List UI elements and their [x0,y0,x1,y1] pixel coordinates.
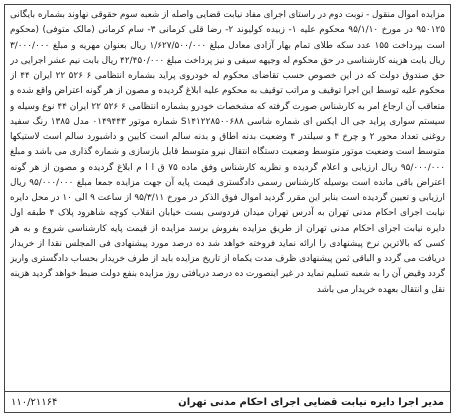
notice-signature: مدیر اجرا دایره نیابت قضایی اجرای احکام مدنی تهران [178,396,444,408]
legal-notice [4,4,451,413]
notice-code: ۱۱۰/۲۱۱۶۴ [11,396,58,408]
notice-body-text: مزایده اموال منقول - نوبت دوم در راستای اجرای مفاد نیابت قضایی واصله از شعبه سوم حقوقی نهاوند بشماره بایگانی ۹۵۰۱۲۵ در مورخ ۹۵/۱/۱۰ محکوم علیه ۱- زبیده کولیوند ۲- رضا قلی کرمانی ۳- سام کرمانی (مالک متوفی) (محکوم است بپرداخت ۱۵۵ عدد سکه طلای تمام بهار آزادی معادل مبلغ ۱/۶۲۷/۵۰۰/۰۰۰ ریال بعنوان مهریه و مبلغ ۳/۰۰۰/۰۰۰ ریال بابت هزینه کارشناسی در حق محکوم له وجیهه سیفی و نیز پرداخت مبلغ ۴۲/۴۵۰/۰۰۰ ریال بابت نیم عشر اجرایی در حق صندوق دولت که در این خصوص حسب تقاضای محکوم له خودروی پراید بشماره انتظامی ۶ ۵۲۶ ۲۲ ایران ۴۴ از محکوم علیه توسط این اجرا توقیف و مراتب توقیف به محکوم علیه ابلاغ گردیده و مصون از هر گونه اعتراض واقع شده و متعاقب آن ارجاع امر به کارشناس صورت گرفته که مشخصات خودرو بشماره انتظامی ۶ ۵۲۶ ۲۲ ایران ۴۴ نوع وسیله و سیستم سواری پراید جی ال ایکس ای شماره شاسی S۱۴۱۲۲۸۵۰۰۶۸۸ شماره موتور ۰۱۴۹۴۴۳ مدل ۱۳۸۵ رنگ سفید روغنی تعداد محور ۲ و چرخ ۴ و سیلندر ۴ وضعیت بدنه اطاق و بدنه سالم است کابین و داشبورد سالم است لاستیکها متوسط است وضعیت موتور متوسط وضعیت دستگاه انتقال نیرو متوسط قابل بازسازی و شماره گذاری می باشد و مبلغ ۹۵/۰۰۰/۰۰۰ ریال ارزیابی و اعلام گردیده و نظریه کارشناس وفق ماده ۷۵ ق ا ا م ابلاغ گردیده و مصون از هر گونه اعتراض باقی مانده است بوسیله کارشناس رسمی دادگستری قیمت پایه آن جهت مزایده جمعا مبلغ ۹۵/۰۰۰/۰۰۰ ریال ارزیابی و تعیین گردیده است بنابر این مقرر گردید اموال فوق الذکر در مورخ ۹۵/۳/۱۱ از ساعت ۹ الی ۱۰ در محل دایره نیابت اجرای احکام مدنی تهران به آدرس تهران میدان فردوسی بست خیابان انقلاب کوچه شاهرود پلاک ۴ طبقه اول دایره نیابت اجرای احکام مدنی تهران از طریق مزایده بفروش برسد مزایده از قیمت پایه کارشناسی شروع و به هر کسی که بالاترین نرخ پیشنهادی را ارائه نماید فروخته خواهد شد ده درصد مورد پیشنهادی فی المجلس نقدا از خریدار دریافت می گردد و الباقی ثمن پیشنهادی ظرف مدت یکماه از تاریخ مزایده باید از طرف خریدار بحساب دادگستری واریز گردد وقیض آن را به شعبه تسلیم نماید در غیر اینصورت ده درصد دریافتی روز مزایده بنفع دولت ضبط خواهد گردید هزینه نقل و انتقال بعهده خریدار می باشد [10,10,445,295]
notice-footer [5,391,450,412]
